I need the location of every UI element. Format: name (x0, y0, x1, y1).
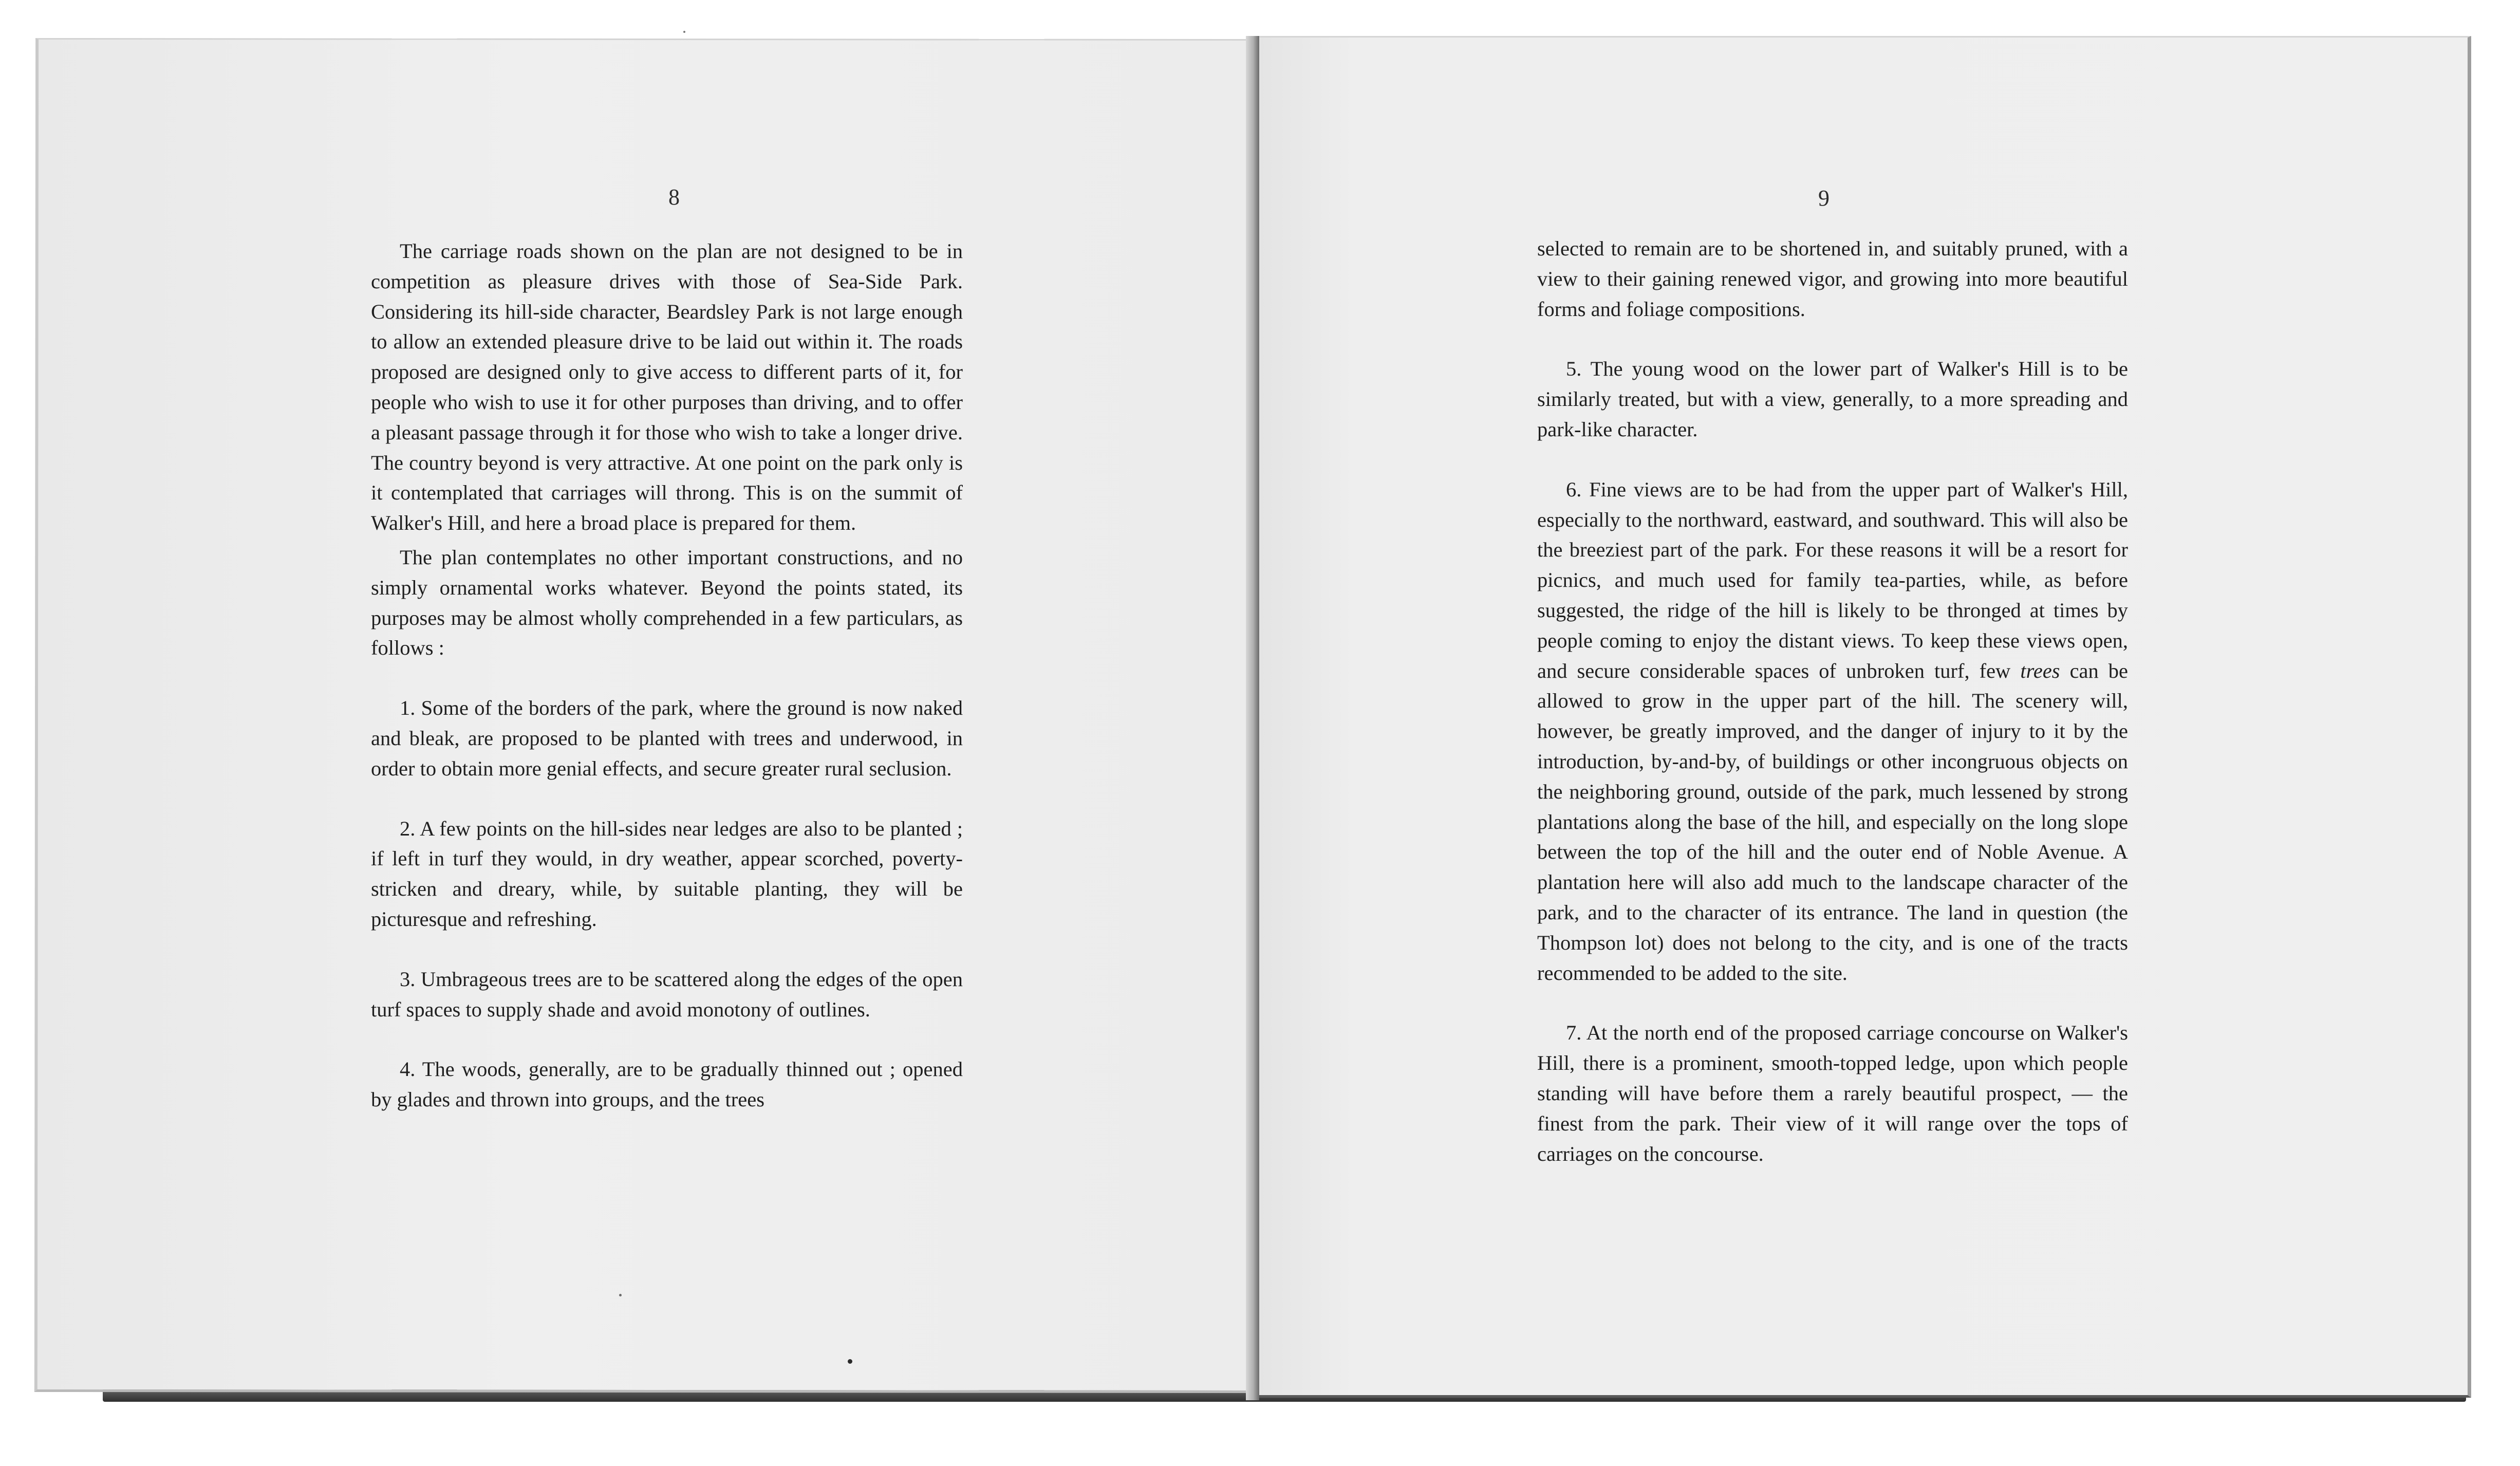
item-6-text-end: can be allowed to grow in the upper part of the hill. The scenery will, however, be greatly improved, and the danger of injury to it by the introduction, by-and-by, of buildings or other incongruous objects on the neighboring ground, outside of the park, much lessened by strong plantations along the base of the hill, and especially on the long slope between the top of the hill and the outer end of Noble Avenue. A plantation here will also add much to the landscape character of the park, and to the character of its entrance. The land in question (the Thompson lot) does not belong to the city, and is one of the tracts recommended to be added to the site. (1537, 659, 2129, 985)
paper-speck-mark-top (683, 31, 685, 33)
item-7-north-end: 7. At the north end of the proposed carriage concourse on Walker's Hill, there is a prominent, smooth-topped ledge, upon which people standing will have before them a rarely beautiful prospect, — the finest from the park. Their view of it will range over the tops of carriages on the concourse. (1537, 1021, 2128, 1165)
paper-dot-mark (848, 1359, 852, 1364)
paragraph-plan-contemplates: The plan contemplates no other important constructions, and no simply ornamental works whatever. Beyond the points stated, its purposes may be almost wholly comprehended in a few particulars, as follows : (371, 545, 963, 660)
left-page-number: 8 (668, 184, 680, 210)
italic-word-trees: trees (2020, 659, 2060, 682)
left-page-text (371, 236, 963, 1115)
item-1-borders: 1. Some of the borders of the park, where the ground is now naked and bleak, are proposed to be planted with trees and underwood, in order to obtain more genial effects, and secure greater rural seclusion. (371, 696, 963, 780)
item-2-hill-sides: 2. A few points on the hill-sides near ledges are also to be planted ; if left in turf they would, in dry weather, appear scorched, poverty-stricken and dreary, while, by suitable planting, they will be picturesque and refreshing. (371, 816, 963, 931)
right-page-text (1537, 234, 2128, 1169)
continuation-paragraph: selected to remain are to be shortened in, and suitably pruned, with a view to their gaining renewed vigor, and growing into more beautiful forms and foliage compositions. (1537, 237, 2128, 321)
right-page-number: 9 (1818, 185, 1830, 211)
book-gutter (1246, 36, 1259, 1400)
item-3-umbrageous-trees: 3. Umbrageous trees are to be scattered along the edges of the open turf spaces to supply shade and avoid monotony of outlines. (371, 967, 963, 1021)
paragraph-carriage-roads: The carriage roads shown on the plan are not designed to be in competition as pleasure drives with those of Sea-Side Park. Considering its hill-side character, Beardsley Park is not large enough to allow an extended pleasure drive to be laid out within it. The roads proposed are designed only to give access to different parts of it, for people who wish to use it for other purposes than driving, and to offer a pleasant passage through it for those who wish to take a longer drive. The country beyond is very attractive. At one point on the park only is it contemplated that carriages will throng. This is on the summit of Walker's Hill, and here a broad place is prepared for them. (371, 239, 963, 535)
item-6-text-start: 6. Fine views are to be had from the upper part of Walker's Hill, especially to the northward, eastward, and southward. This will also be the breeziest part of the park. For these reasons it will be a resort for picnics, and much used for family tea-parties, while, as before suggested, the ridge of the hill is likely to be thronged at times by people coming to enjoy the distant views. To keep these views open, and secure considerable spaces of unbroken turf, few (1537, 477, 2128, 682)
item-4-woods: 4. The woods, generally, are to be gradually thinned out ; opened by glades and thrown into groups, and the trees (371, 1057, 963, 1111)
paper-speck-mark (619, 1294, 622, 1296)
item-6-fine-views (1537, 475, 2128, 989)
item-5-young-wood: 5. The young wood on the lower part of Walker's Hill is to be similarly treated, but with a view, generally, to a more spreading and park-like character. (1537, 357, 2128, 441)
